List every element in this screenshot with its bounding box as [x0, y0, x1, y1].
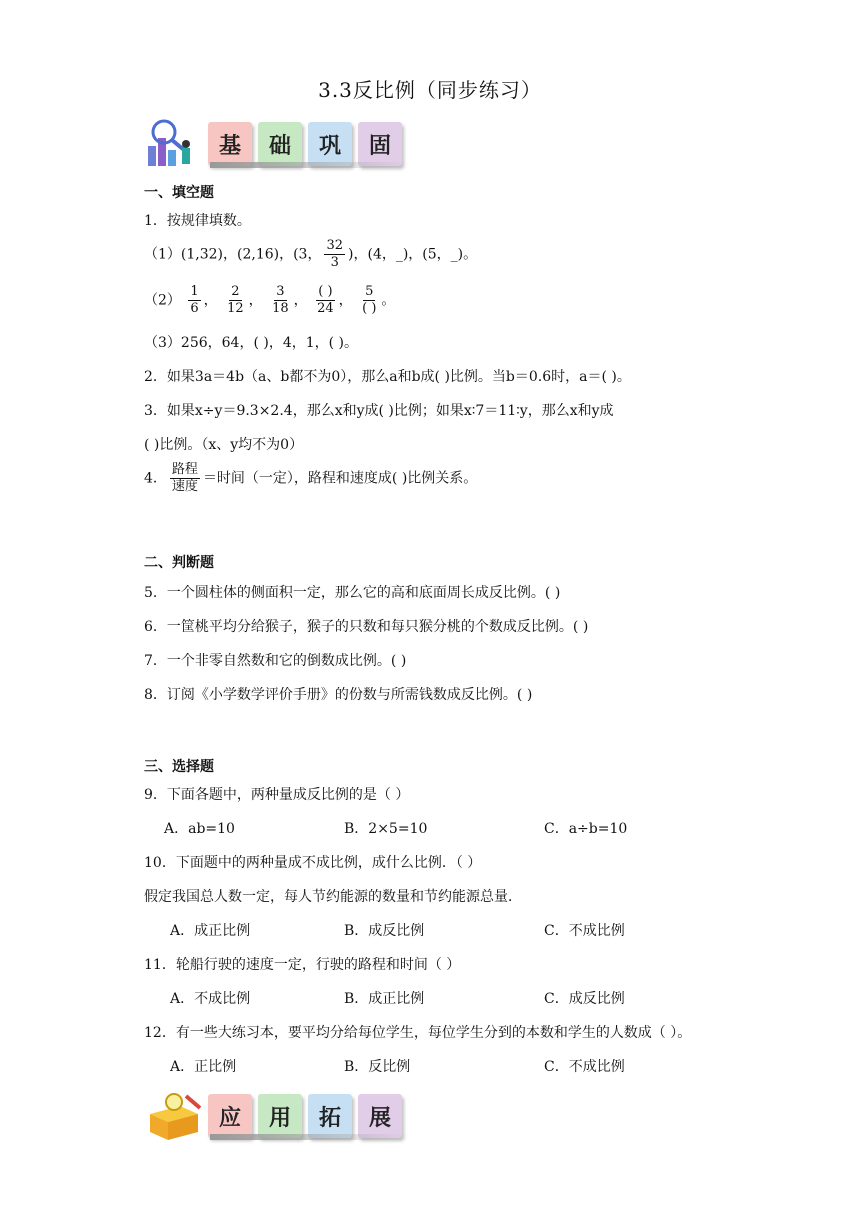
numerator: 5	[365, 284, 374, 299]
banner-char: 用	[258, 1094, 302, 1138]
banner-char: 展	[358, 1094, 402, 1138]
question-1-part-2	[144, 284, 395, 317]
section-heading: 一、填空题	[144, 185, 214, 201]
question-1-stem: 1．按规律填数。	[144, 213, 251, 229]
text: 4．	[144, 470, 167, 487]
magnifier-chart-icon	[144, 116, 200, 172]
question-11: 11．轮船行驶的速度一定，行驶的路程和时间（ ）	[144, 957, 461, 973]
option-a[interactable]: A．ab=10	[164, 821, 235, 837]
question-12: 12．有一些大练习本，要平均分给每位学生，每位学生分到的本数和学生的人数成（ ）。	[144, 1025, 692, 1041]
text: )，(4，_)，(5，_)。	[348, 246, 478, 263]
question-10-context: 假定我国总人数一定，每人节约能源的数量和节约能源总量．	[144, 889, 522, 905]
banner-char: 基	[208, 122, 252, 166]
denominator: 速度	[171, 479, 198, 494]
question-10: 10．下面题中的两种量成不成比例，成什么比例．（ ）	[144, 855, 482, 871]
separator: ，	[293, 292, 308, 309]
banner-char: 拓	[308, 1094, 352, 1138]
page-title: 3.3反比例（同步练习）	[318, 78, 542, 102]
text: 。	[381, 292, 396, 309]
option-a[interactable]: A．正比例	[170, 1059, 237, 1075]
fraction-blank[interactable]	[360, 284, 378, 317]
question-4	[144, 462, 477, 495]
fraction	[188, 284, 200, 317]
question-6: 6．一筐桃平均分给猴子，猴子的只数和每只猴分桃的个数成反比例。( )	[144, 619, 589, 635]
denominator: ( )	[362, 301, 377, 316]
banner-char: 巩	[308, 122, 352, 166]
question-7: 7．一个非零自然数和它的倒数成比例。( )	[144, 653, 407, 669]
numerator: 32	[326, 238, 344, 253]
denominator: 18	[272, 301, 289, 316]
text: （2）	[144, 292, 181, 309]
separator: ，	[338, 292, 353, 309]
numerator: 路程	[171, 462, 198, 477]
separator: ，	[203, 292, 218, 309]
option-a[interactable]: A．成正比例	[170, 923, 251, 939]
option-b[interactable]: B．成正比例	[344, 991, 425, 1007]
question-1-part-3: （3）256，64，( )，4，1，( )。	[144, 335, 359, 351]
option-b[interactable]: B．反比例	[344, 1059, 411, 1075]
fraction	[225, 284, 246, 317]
text: ＝时间（一定），路程和速度成( )比例关系。	[202, 470, 478, 487]
numerator: ( )	[318, 284, 333, 299]
numerator: 1	[190, 284, 199, 299]
fraction	[270, 284, 291, 317]
numerator: 2	[231, 284, 240, 299]
question-5: 5．一个圆柱体的侧面积一定，那么它的高和底面周长成反比例。( )	[144, 585, 561, 601]
fraction	[170, 462, 200, 495]
option-a[interactable]: A．不成比例	[170, 991, 251, 1007]
denominator: 12	[227, 301, 244, 316]
banner-char: 础	[258, 122, 302, 166]
separator: ，	[248, 292, 263, 309]
banner-char: 应	[208, 1094, 252, 1138]
option-c[interactable]: C．不成比例	[544, 1059, 625, 1075]
question-1-part-1	[144, 238, 477, 271]
toolbox-icon	[144, 1088, 200, 1144]
denominator: 3	[330, 255, 339, 270]
fraction-blank[interactable]	[315, 284, 336, 317]
question-3-line-1: 3．如果x÷y＝9.3×2.4，那么x和y成( )比例；如果x∶7＝11∶y，那么x和y成	[144, 403, 614, 419]
question-9: 9．下面各题中，两种量成反比例的是（ ）	[144, 787, 410, 803]
banner-shadow	[210, 1134, 410, 1140]
question-3-line-2: ( )比例。（x、y均不为0）	[144, 437, 304, 453]
option-b[interactable]: B．2×5=10	[344, 821, 428, 837]
banner-char: 固	[358, 122, 402, 166]
section-heading: 三、选择题	[144, 759, 214, 775]
option-c[interactable]: C．成反比例	[544, 991, 625, 1007]
numerator: 3	[276, 284, 285, 299]
fraction	[324, 238, 345, 271]
section-heading: 二、判断题	[144, 555, 214, 571]
banner-shadow	[210, 162, 410, 168]
option-b[interactable]: B．成反比例	[344, 923, 425, 939]
denominator: 6	[190, 301, 199, 316]
question-8: 8．订阅《小学数学评价手册》的份数与所需钱数成反比例。( )	[144, 687, 533, 703]
denominator: 24	[317, 301, 334, 316]
option-c[interactable]: C．a÷b=10	[544, 821, 628, 837]
option-c[interactable]: C．不成比例	[544, 923, 625, 939]
question-2: 2．如果3a＝4b（a、b都不为0），那么a和b成( )比例。当b＝0.6时，a＝( )。	[144, 369, 631, 385]
text: （1）(1,32)，(2,16)，(3，	[144, 246, 322, 263]
